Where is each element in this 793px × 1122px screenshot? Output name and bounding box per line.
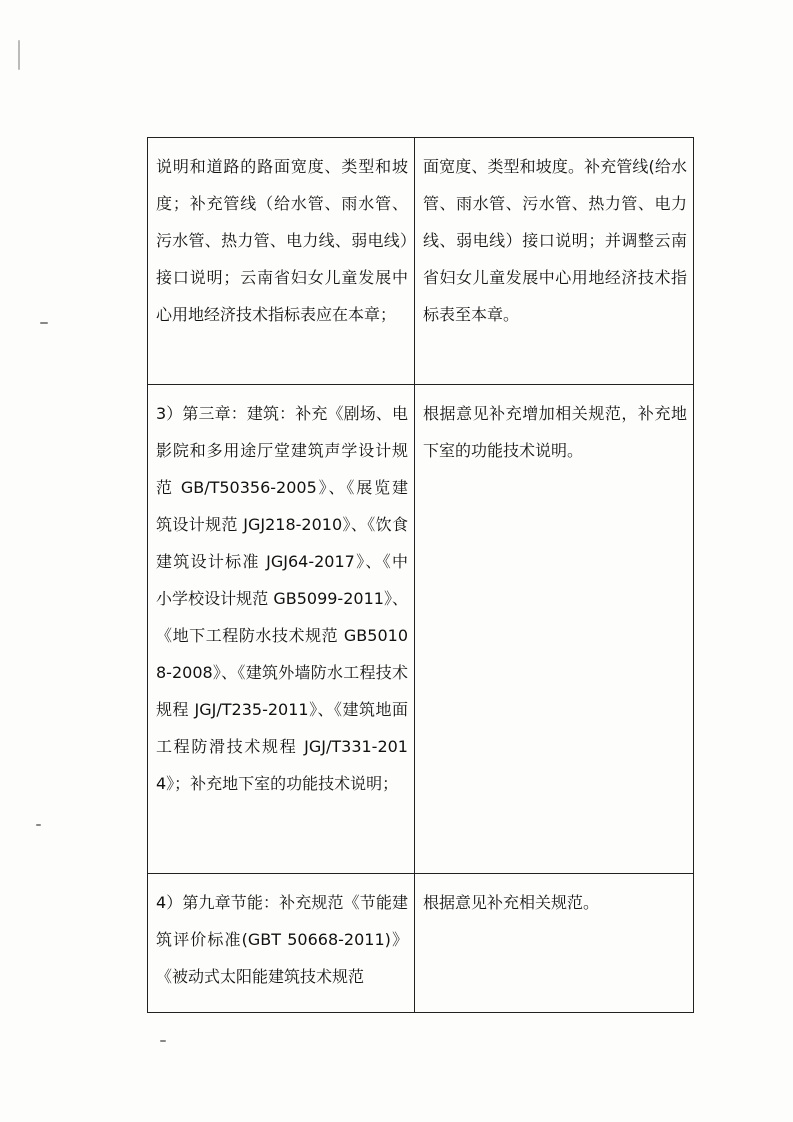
comment-text: 4）第九章节能：补充规范《节能建筑评价标准(GBT 50668-2011)》《被动式太阳能建筑技术规范 bbox=[156, 893, 408, 986]
scan-speck bbox=[18, 40, 20, 70]
scan-speck bbox=[160, 1040, 166, 1042]
comment-cell bbox=[148, 138, 415, 385]
response-text: 根据意见补充增加相关规范，补充地下室的功能技术说明。 bbox=[423, 404, 687, 460]
comment-cell bbox=[148, 385, 415, 874]
table-row bbox=[148, 874, 694, 1013]
comment-cell bbox=[148, 874, 415, 1013]
review-response-table bbox=[147, 137, 694, 1013]
table-row bbox=[148, 385, 694, 874]
scan-speck bbox=[40, 322, 48, 324]
response-cell bbox=[415, 874, 694, 1013]
response-cell bbox=[415, 138, 694, 385]
response-cell bbox=[415, 385, 694, 874]
table-row bbox=[148, 138, 694, 385]
response-text: 面宽度、类型和坡度。补充管线(给水管、雨水管、污水管、热力管、电力线、弱电线）接口说明；并调整云南省妇女儿童发展中心用地经济技术指标表至本章。 bbox=[423, 157, 687, 324]
comment-text: 说明和道路的路面宽度、类型和坡度；补充管线（给水管、雨水管、污水管、热力管、电力线、弱电线）接口说明；云南省妇女儿童发展中心用地经济技术指标表应在本章； bbox=[156, 157, 408, 324]
scan-speck bbox=[36, 824, 41, 826]
response-text: 根据意见补充相关规范。 bbox=[423, 893, 600, 912]
comment-text: 3）第三章：建筑：补充《剧场、电影院和多用途厅堂建筑声学设计规范 GB/T50356-2005》、《展览建筑设计规范 JGJ218-2010》、《饮食建筑设计标准 JGJ64-2017》、《中小学校设计规范 GB5099-2011》、《地下工程防水技术规范 GB50108-2008》、《建筑外墙防水工程技术规程 JGJ/T235-2011》、《建筑地面工程防滑技术规程 JGJ/T331-2014》；补充地下室的功能技术说明； bbox=[156, 404, 408, 793]
